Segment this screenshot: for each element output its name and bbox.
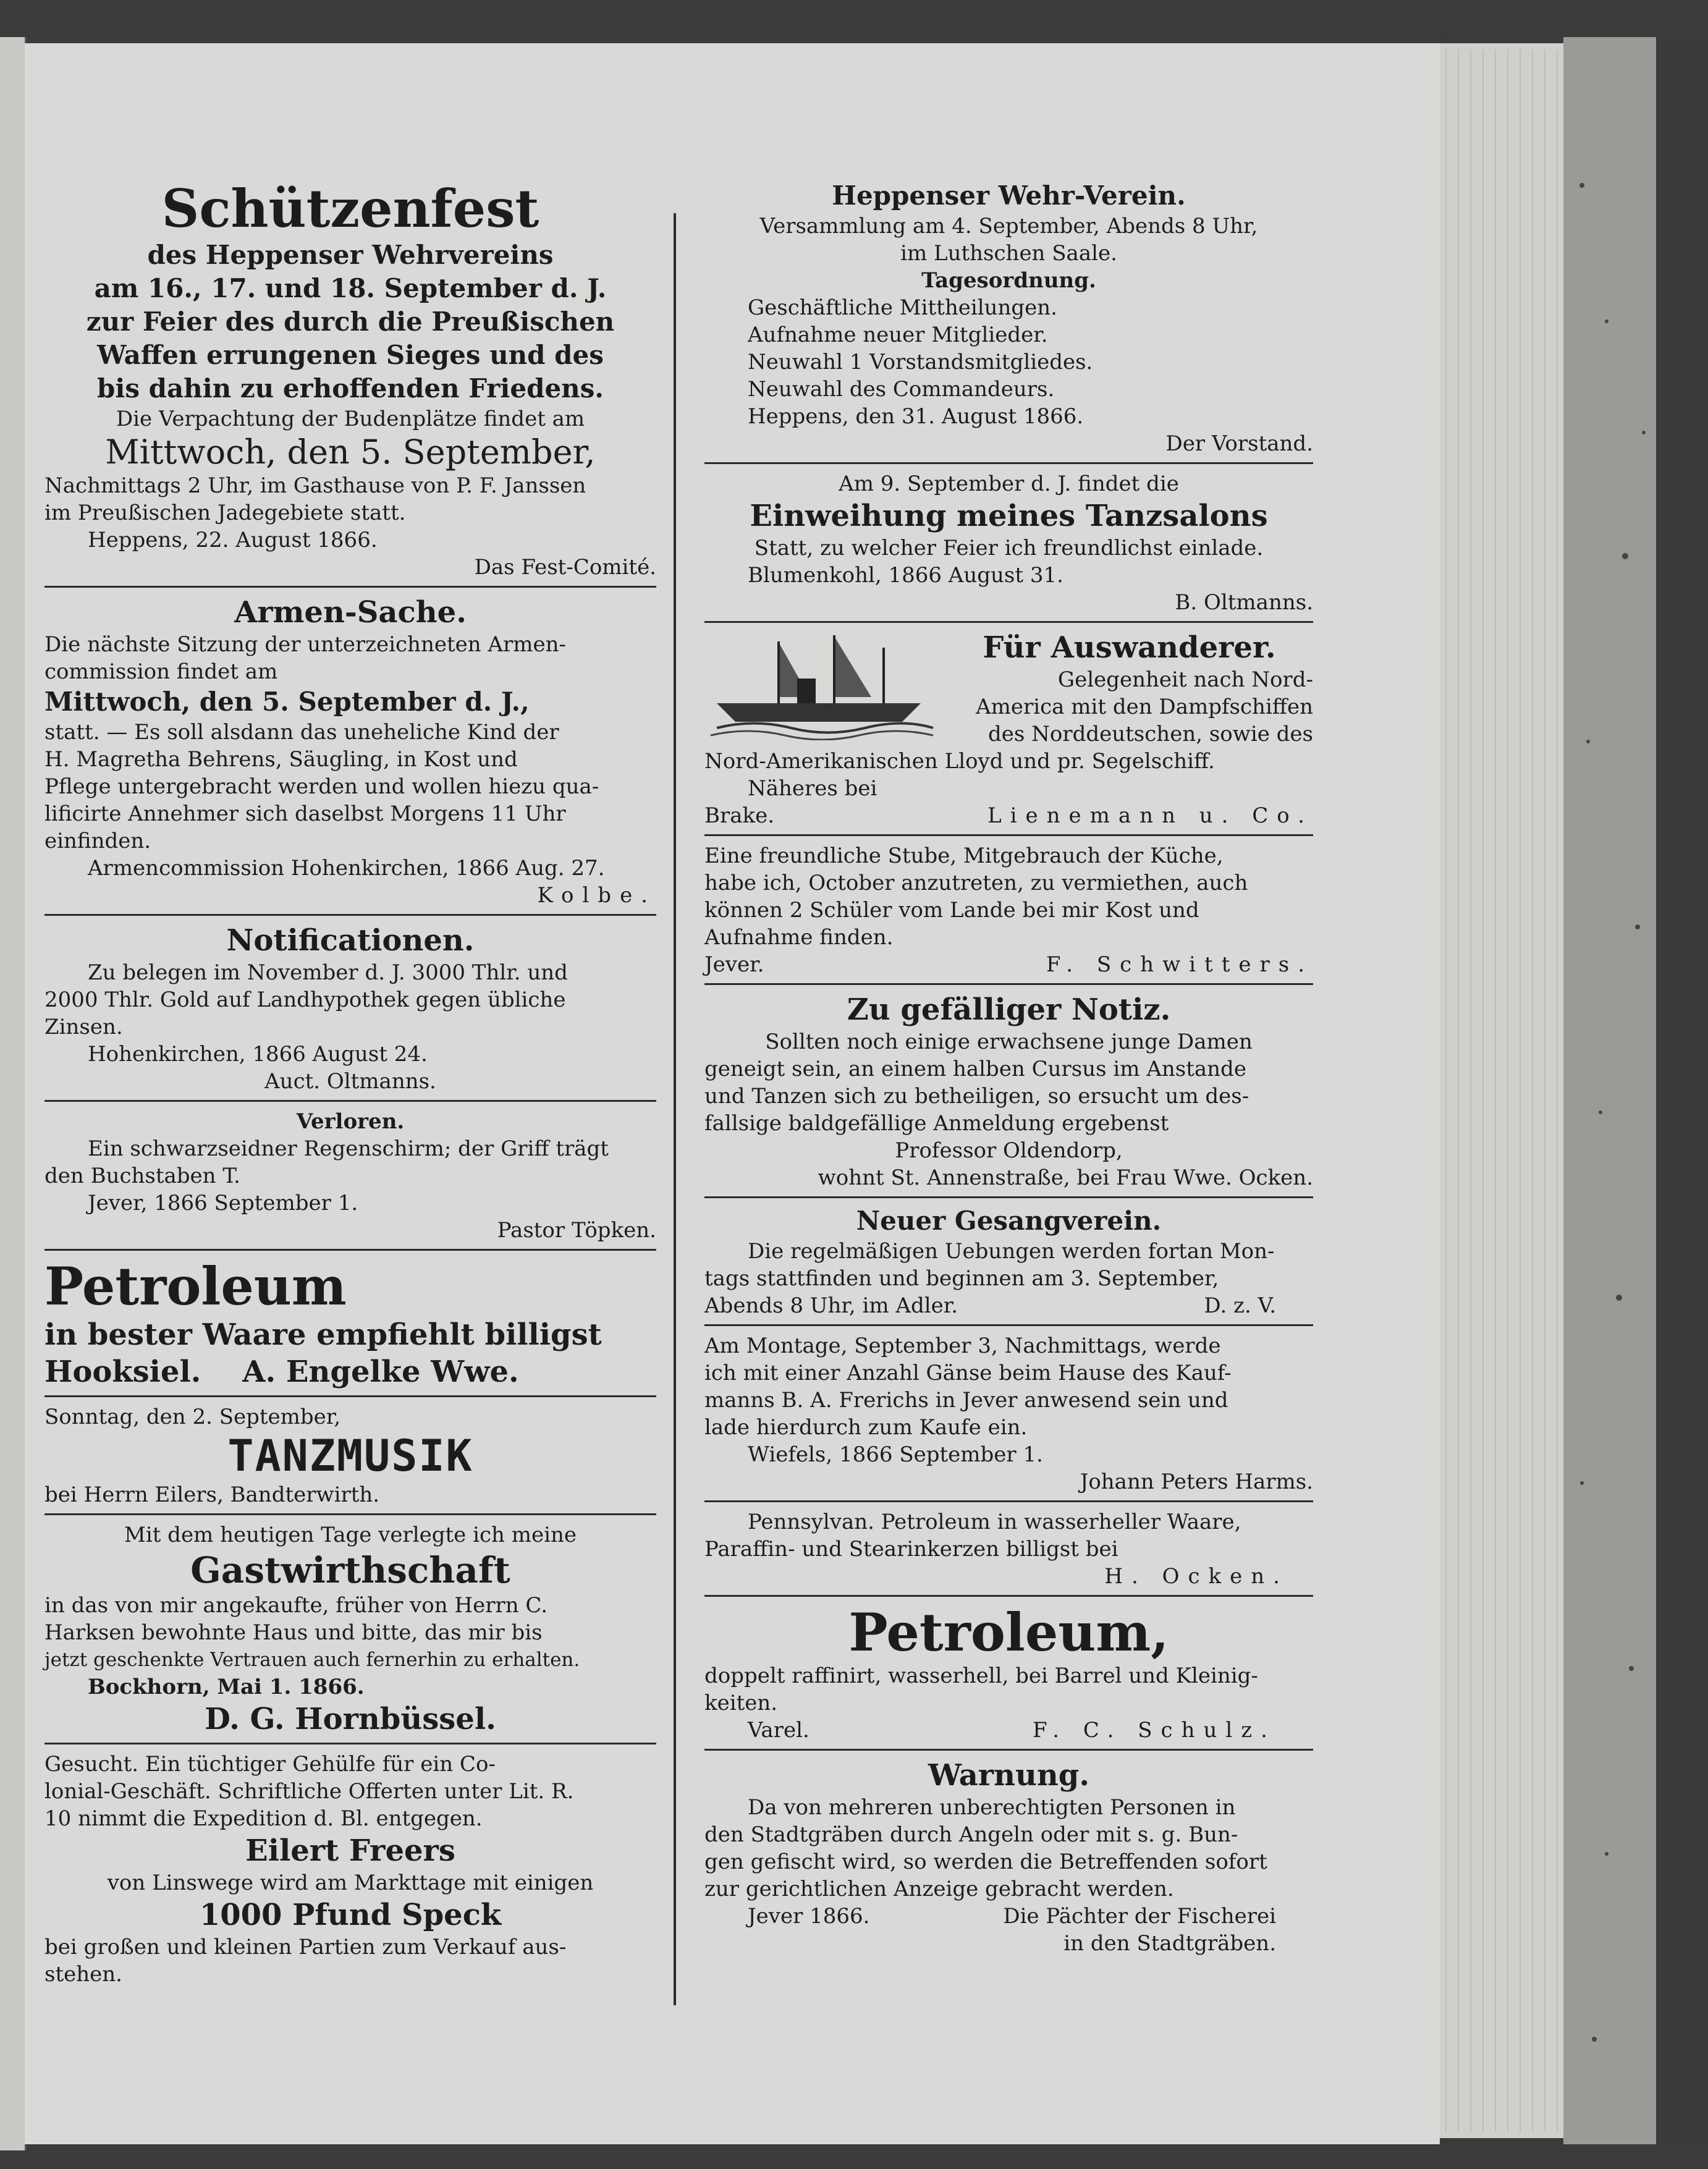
ad-signature: F. Schwitters. (1046, 952, 1313, 977)
ad-signature: D. G. Hornbüssel. (205, 1702, 496, 1736)
ad-tanzsalon (704, 470, 1313, 616)
ad-signature-row (704, 1717, 1313, 1744)
ad-title: Einweihung meines Tanzsalons (750, 499, 1268, 533)
ad-line: Gesucht. Ein tüchtiger Gehülfe für ein Co- (44, 1752, 496, 1777)
ad-date: Jever, 1866 September 1. (88, 1191, 358, 1216)
rule (704, 834, 1313, 836)
ad-signature: Lienemann u. Co. (987, 803, 1313, 828)
ad-line: habe ich, October anzutreten, zu vermiethen, auch (704, 871, 1248, 895)
ad-line: Eine freundliche Stube, Mitgebrauch der Küche, (704, 844, 1224, 868)
ad-line: bei Herrn Eilers, Bandterwirth. (44, 1482, 380, 1507)
ad-line: Neuwahl 1 Vorstandsmitgliedes. (748, 350, 1093, 374)
ad-line: zur gerichtlichen Anzeige gebracht werden. (704, 1877, 1174, 1901)
ad-line: können 2 Schüler vom Lande bei mir Kost und (704, 898, 1199, 923)
ad-line: von Linswege wird am Markttage mit einigen (107, 1871, 594, 1895)
ad-place: Jever 1866. (748, 1904, 870, 1929)
ad-date: Heppens, 22. August 1866. (88, 528, 378, 552)
ad-line: Am Montage, September 3, Nachmittags, werde (704, 1334, 1221, 1358)
ad-line: zur Feier des durch die Preußischen (86, 307, 615, 337)
ad-line: Gelegenheit nach Nord- (1057, 667, 1313, 692)
ad-line: Statt, zu welcher Feier ich freundlichst einlade. (754, 536, 1264, 560)
rule (44, 1395, 656, 1397)
ad-signature-row (704, 802, 1313, 829)
ad-line: am 16., 17. und 18. September d. J. (94, 273, 607, 303)
ad-line: des Norddeutschen, sowie des (987, 722, 1313, 746)
ad-line: geneigt sein, an einem halben Cursus im Anstande (704, 1057, 1246, 1081)
ad-line: 1000 Pfund Speck (199, 1898, 502, 1932)
ad-line: Näheres bei (748, 776, 877, 801)
ad-line: Die regelmäßigen Uebungen werden fortan Mon- (748, 1239, 1275, 1264)
ad-schuetzenfest (44, 179, 656, 581)
ad-line: commission findet am (44, 659, 278, 684)
ad-signature: Auct. Oltmanns. (264, 1069, 436, 1094)
rule (704, 1595, 1313, 1597)
ad-line: Tagesordnung. (921, 268, 1096, 293)
rule (704, 1324, 1313, 1326)
ad-line: Sonntag, den 2. September, (44, 1405, 341, 1429)
ad-line: Mittwoch, den 5. September d. J., (44, 687, 530, 717)
left-column (44, 179, 656, 1988)
ad-line: Harksen bewohnte Haus und bitte, das mir bis (44, 1620, 543, 1645)
ad-line: keiten. (704, 1691, 778, 1715)
ad-title: Verloren. (296, 1109, 405, 1134)
ad-line: statt. — Es soll alsdann das uneheliche Kind der (44, 720, 559, 745)
ad-date: Wiefels, 1866 September 1. (748, 1442, 1043, 1467)
ad-signature-row (704, 1903, 1313, 1930)
rule (704, 621, 1313, 623)
ad-verloren (44, 1108, 656, 1244)
ad-line: in bester Waare empfiehlt billigst (44, 1317, 602, 1352)
ad-tanzmusik (44, 1403, 656, 1508)
facing-page-edge (0, 37, 27, 2150)
ad-line: des Heppenser Wehrvereins (147, 240, 554, 270)
ad-title: Schützenfest (161, 178, 539, 239)
ad-pennsylvan (704, 1508, 1313, 1590)
rule (704, 1500, 1313, 1502)
ad-date: Hohenkirchen, 1866 August 24. (88, 1042, 428, 1067)
ad-line: manns B. A. Frerichs in Jever anwesend sein und (704, 1388, 1228, 1413)
ad-title: Gastwirthschaft (190, 1549, 510, 1591)
ad-notiz (704, 991, 1313, 1191)
ad-line: den Stadtgräben durch Angeln oder mit s. g. Bun- (704, 1822, 1238, 1847)
ad-line: 10 nimmt die Expedition d. Bl. entgegen. (44, 1806, 483, 1831)
ad-line: lonial-Geschäft. Schriftliche Offerten unter Lit. R. (44, 1779, 574, 1804)
ad-line: Die Verpachtung der Budenplätze findet am (116, 407, 585, 431)
ad-gesangverein (704, 1204, 1313, 1319)
ad-signature: Die Pächter der Fischerei (1003, 1904, 1276, 1929)
rule (44, 1743, 656, 1744)
ad-title: Petroleum, (848, 1602, 1169, 1663)
ad-petroleum-schulz (704, 1603, 1313, 1744)
ad-date: Heppens, den 31. August 1866. (748, 404, 1084, 429)
ad-line: Mittwoch, den 5. September, (105, 433, 596, 471)
ad-line: Die nächste Sitzung der unterzeichneten Armen- (44, 632, 567, 657)
auswanderer-text (945, 629, 1313, 748)
ad-title: TANZMUSIK (227, 1431, 473, 1481)
ad-title: Eilert Freers (245, 1833, 455, 1868)
ad-line: 2000 Thlr. Gold auf Landhypothek gegen übliche (44, 987, 566, 1012)
ad-line: im Preußischen Jadegebiete statt. (44, 501, 406, 525)
ad-line: Abends 8 Uhr, im Adler. (704, 1293, 958, 1318)
ad-title: Petroleum (44, 1256, 347, 1317)
ad-signature: B. Oltmanns. (1175, 590, 1313, 615)
ad-title: Zu gefälliger Notiz. (847, 992, 1171, 1027)
ad-line: Zinsen. (44, 1015, 123, 1039)
ad-line: Aufnahme neuer Mitglieder. (748, 323, 1048, 347)
ad-line: Nachmittags 2 Uhr, im Gasthause von P. F. Janssen (44, 473, 586, 498)
ad-signature: Professor Oldendorp, (895, 1138, 1123, 1163)
ad-line: fallsige baldgefällige Anmeldung ergebenst (704, 1111, 1169, 1136)
ad-eilert-freers (44, 1832, 656, 1988)
ad-title: Neuer Gesangverein. (856, 1206, 1162, 1236)
ad-line: Sollten noch einige erwachsene junge Damen (765, 1030, 1253, 1054)
ad-line: doppelt raffinirt, wasserhell, bei Barrel und Kleinig- (704, 1664, 1258, 1688)
rule (44, 1513, 656, 1515)
ad-line: Geschäftliche Mittheilungen. (748, 295, 1057, 320)
ad-signature: Das Fest-Comité. (474, 555, 656, 580)
ad-line: bis dahin zu erhoffenden Friedens. (97, 373, 604, 404)
rule (44, 1100, 656, 1102)
ad-date: Armencommission Hohenkirchen, 1866 Aug. 27. (88, 856, 605, 881)
ad-signature: Johann Peters Harms. (1080, 1469, 1313, 1494)
ad-line: Ein schwarzseidner Regenschirm; der Griff trägt (88, 1136, 609, 1161)
ad-signature: D. z. V. (1204, 1293, 1276, 1318)
right-column (704, 179, 1313, 1957)
ad-line: den Buchstaben T. (44, 1164, 240, 1188)
ad-line: H. Magretha Behrens, Säugling, in Kost und (44, 747, 518, 772)
ad-stube (704, 842, 1313, 978)
rule (44, 914, 656, 916)
ad-signature: F. C. Schulz. (1032, 1718, 1276, 1743)
ad-line: America mit den Dampfschiffen (976, 695, 1313, 719)
ad-signature-row (704, 951, 1313, 978)
ad-line: und Tanzen sich zu betheiligen, so ersucht um des- (704, 1084, 1249, 1109)
rule (704, 1196, 1313, 1198)
ad-line: tags stattfinden und beginnen am 3. September, (704, 1266, 1219, 1291)
ad-title: Warnung. (928, 1758, 1090, 1793)
ad-title: Für Auswanderer. (983, 630, 1276, 665)
ad-line: Zu belegen im November d. J. 3000 Thlr. und (88, 960, 568, 985)
ad-gastwirthschaft (44, 1521, 656, 1738)
ad-line: Neuwahl des Commandeurs. (748, 377, 1055, 402)
ad-place: Brake. (704, 803, 775, 828)
ad-line: lificirte Annehmer sich daselbst Morgens 11 Uhr (44, 801, 566, 826)
ad-place: Varel. (748, 1718, 810, 1743)
ad-auswanderer (704, 629, 1313, 829)
rule (704, 983, 1313, 985)
ad-line: Aufnahme finden. (704, 925, 894, 950)
ad-line: bei großen und kleinen Partien zum Verkauf aus- (44, 1935, 567, 1960)
ad-date: Blumenkohl, 1866 August 31. (748, 563, 1063, 588)
ship-block (704, 629, 1313, 748)
ad-line: stehen. (44, 1962, 122, 1987)
ad-line: Paraffin- und Stearinkerzen billigst bei (704, 1537, 1118, 1562)
ad-petroleum-engelke (44, 1257, 656, 1390)
ad-armen-sache (44, 594, 656, 909)
ad-line: Da von mehreren unberechtigten Personen in (748, 1795, 1236, 1820)
rule (704, 462, 1313, 464)
ad-line: gen gefischt wird, so werden die Betreffenden sofort (704, 1850, 1267, 1874)
ad-line: lade hierdurch zum Kaufe ein. (704, 1415, 1028, 1440)
ad-title: Heppenser Wehr-Verein. (832, 180, 1186, 211)
ad-line: in das von mir angekaufte, früher von Herrn C. (44, 1593, 548, 1618)
ad-line: einfinden. (44, 829, 151, 853)
ad-line: Nord-Amerikanischen Lloyd und pr. Segelschiff. (704, 749, 1215, 774)
ad-line: wohnt St. Annenstraße, bei Frau Wwe. Ocken. (818, 1165, 1313, 1190)
ad-signature: Pastor Töpken. (497, 1218, 656, 1243)
rule (44, 586, 656, 588)
ad-signature: Kolbe. (537, 883, 656, 908)
ad-line: Waffen errungenen Sieges und des (97, 340, 604, 370)
ad-signature-row (704, 1292, 1313, 1319)
ad-wehr-verein (704, 179, 1313, 457)
ad-line: jetzt geschenkte Vertrauen auch fernerhin zu erhalten. (44, 1649, 580, 1671)
ad-warnung (704, 1757, 1313, 1957)
ad-date: Bockhorn, Mai 1. 1866. (88, 1675, 365, 1699)
ad-line: Pennsylvan. Petroleum in wasserheller Waare, (748, 1510, 1241, 1534)
ad-place: Jever. (704, 952, 764, 977)
steamship-illustration-icon (704, 629, 939, 740)
ad-notificationen (44, 922, 656, 1095)
ad-line: ich mit einer Anzahl Gänse beim Hause des Kauf- (704, 1361, 1232, 1385)
ad-line: im Luthschen Saale. (900, 241, 1117, 266)
ad-signature: H. Ocken. (1104, 1564, 1288, 1589)
ad-title: Armen-Sache. (234, 595, 467, 630)
ad-gesucht (44, 1751, 656, 1832)
ad-line: Mit dem heutigen Tage verlegte ich meine (124, 1523, 577, 1547)
ad-title: Notificationen. (226, 923, 475, 958)
rule (44, 1249, 656, 1251)
ad-line: Pflege untergebracht werden und wollen hiezu qua- (44, 774, 599, 799)
ad-signature: Der Vorstand. (1165, 431, 1313, 456)
ad-gaense (704, 1332, 1313, 1495)
rule (704, 1749, 1313, 1751)
column-divider (674, 213, 676, 2005)
ad-line: Versammlung am 4. September, Abends 8 Uhr, (759, 214, 1258, 239)
ad-line: Am 9. September d. J. findet die (839, 471, 1179, 496)
ad-line: Hooksiel. A. Engelke Wwe. (44, 1355, 519, 1389)
ad-signature: in den Stadtgräben. (1063, 1931, 1276, 1956)
